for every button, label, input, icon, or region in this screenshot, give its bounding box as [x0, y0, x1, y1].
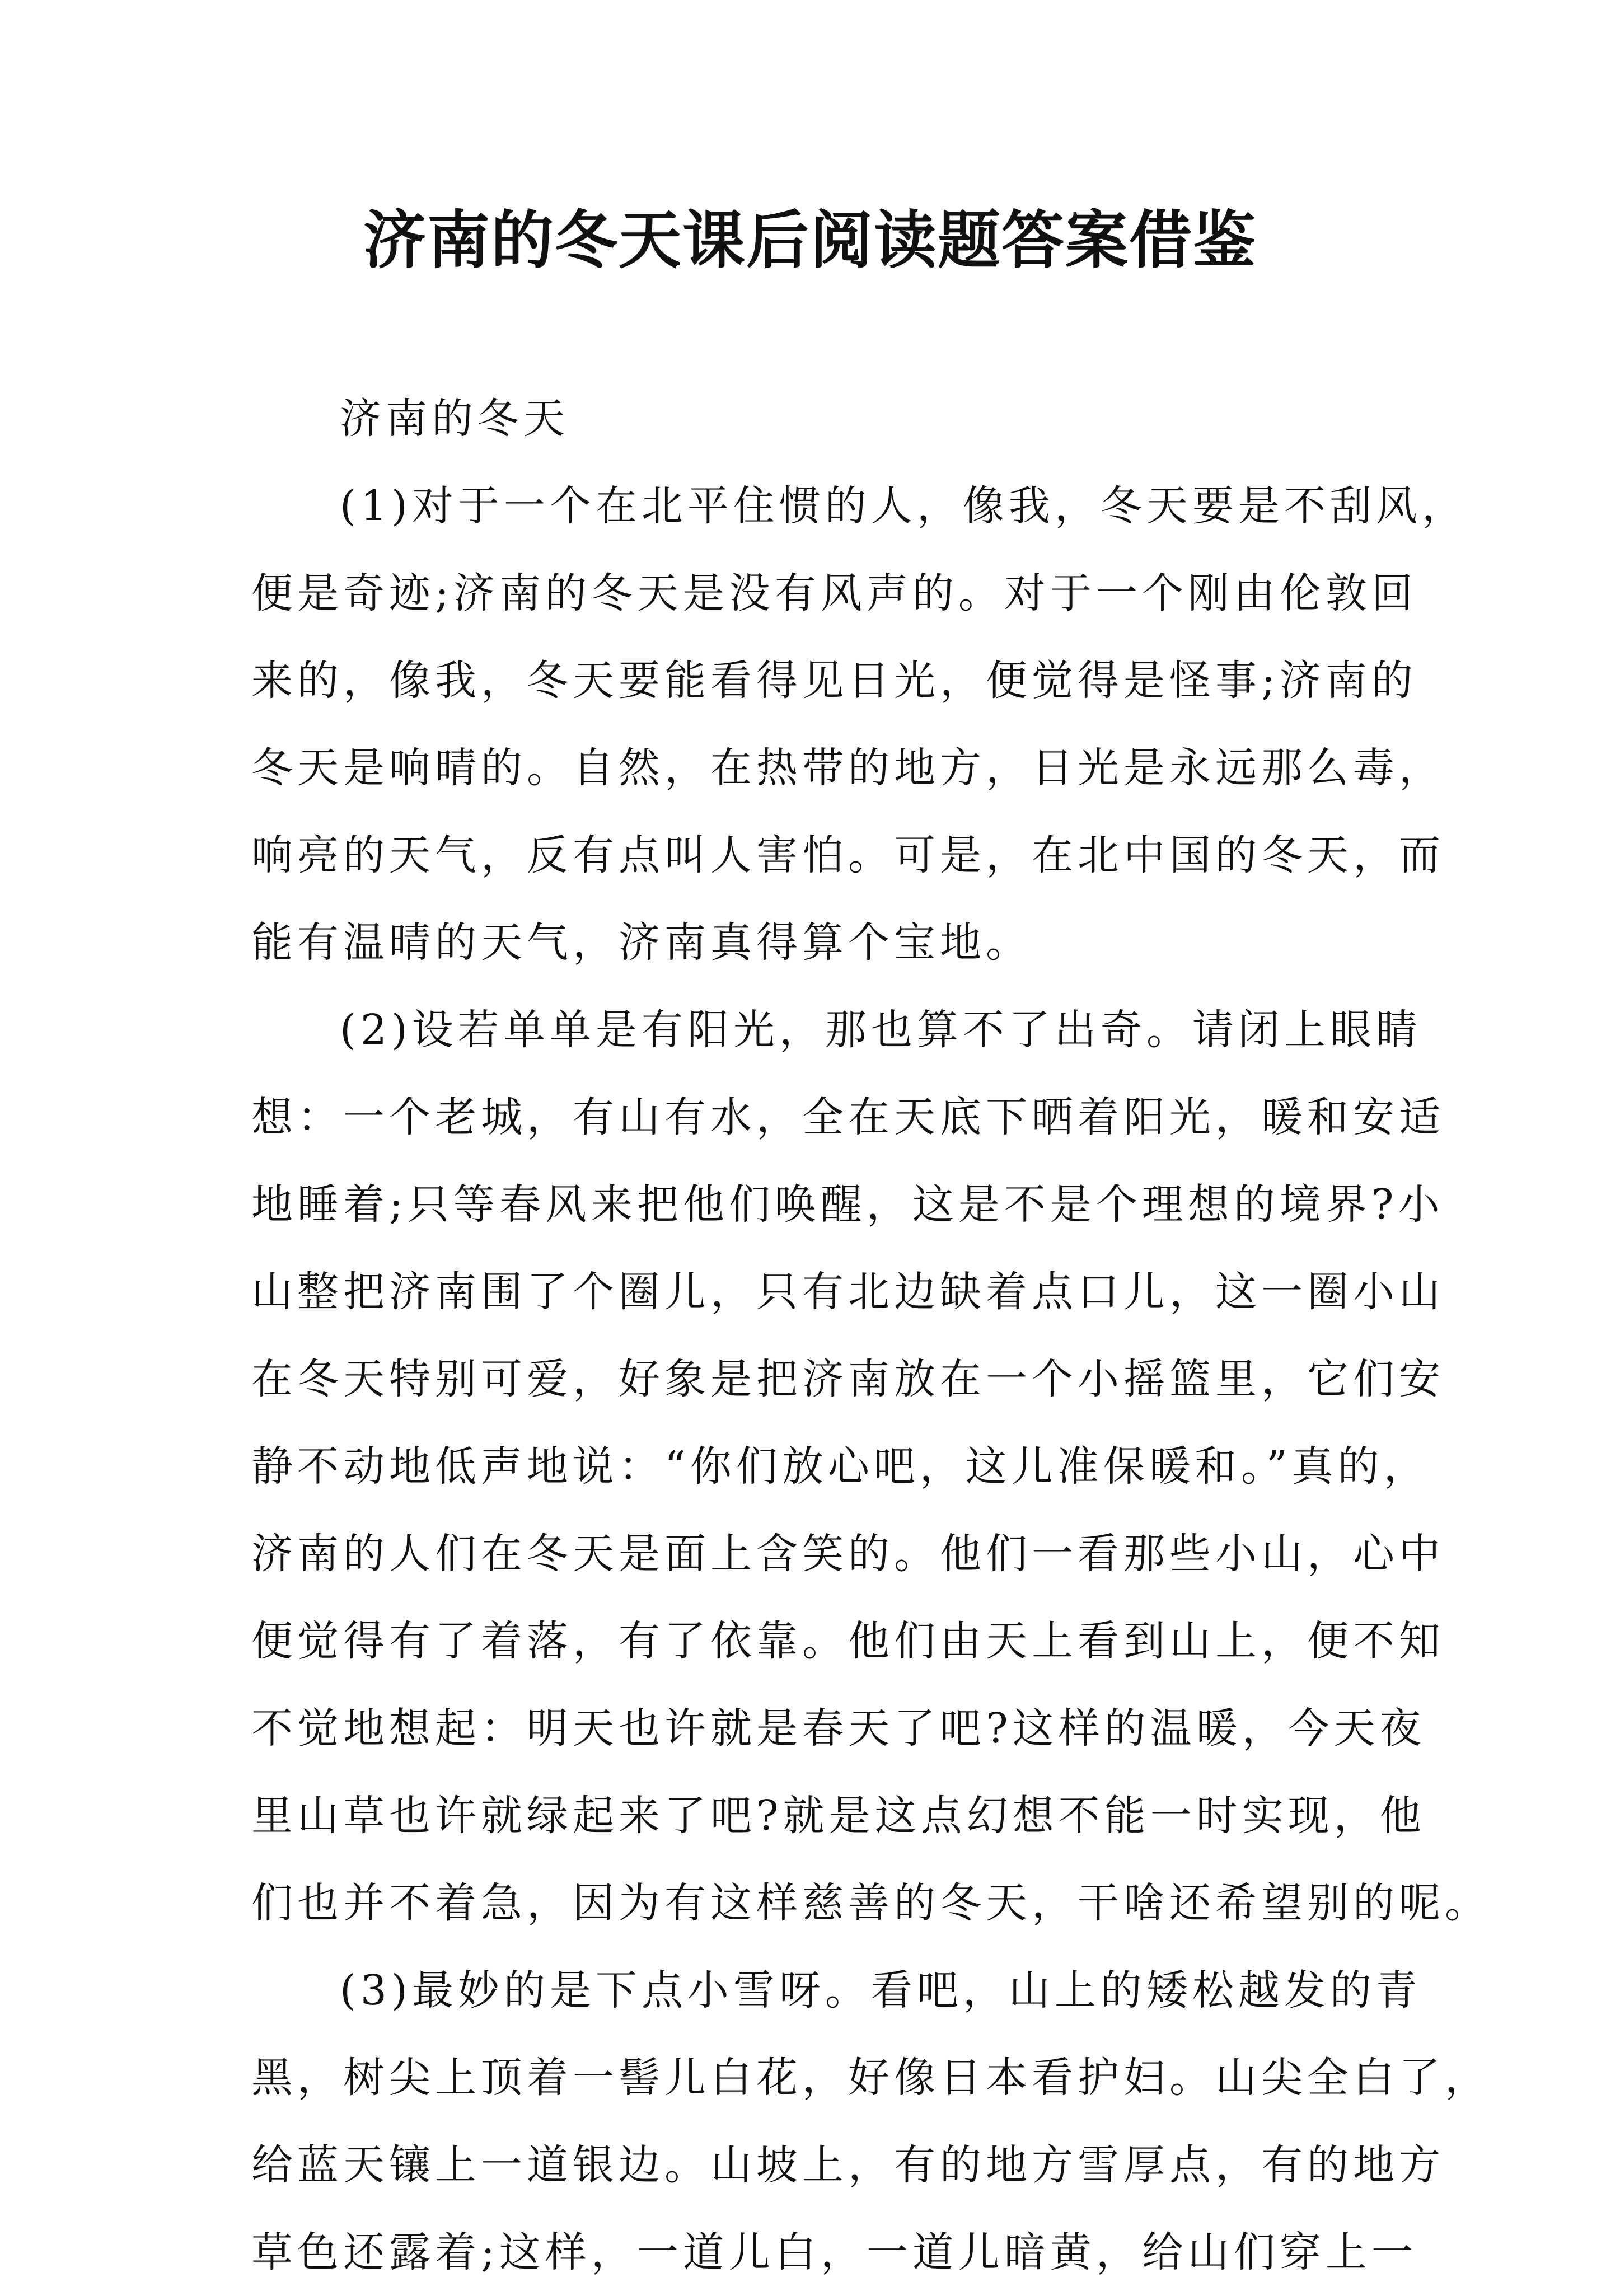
text-line: 济南的人们在冬天是面上含笑的。他们一看那些小山，心中	[251, 1530, 1445, 1578]
text-line: 草色还露着;这样，一道儿白，一道儿暗黄，给山们穿上一	[251, 2228, 1417, 2276]
text-line: (2)设若单单是有阳光，那也算不了出奇。请闭上眼睛	[340, 1006, 1422, 1054]
text-line: 山整把济南围了个圈儿，只有北边缺着点口儿，这一圈小山	[251, 1268, 1445, 1316]
text-line: 能有温晴的天气，济南真得算个宝地。	[251, 919, 1032, 967]
text-line: (1)对于一个在北平住惯的人，像我，冬天要是不刮风，	[340, 482, 1468, 530]
text-line: 便是奇迹;济南的冬天是没有风声的。对于一个刚由伦敦回	[251, 569, 1417, 617]
text-line: 想：一个老城，有山有水，全在天底下晒着阳光，暖和安适	[251, 1093, 1445, 1141]
text-line: 在冬天特别可爱，好象是把济南放在一个小摇篮里，它们安	[251, 1355, 1445, 1403]
document-body	[251, 375, 1491, 2296]
text-line: 冬天是响晴的。自然，在热带的地方，日光是永远那么毒，	[251, 744, 1445, 792]
text-line: 给蓝天镶上一道银边。山坡上，有的地方雪厚点，有的地方	[251, 2141, 1445, 2189]
text-line: 们也并不着急，因为有这样慈善的冬天，干啥还希望别的呢。	[251, 1879, 1491, 1927]
text-line: 响亮的天气，反有点叫人害怕。可是，在北中国的冬天，而	[251, 831, 1445, 879]
text-line: 不觉地想起：明天也许就是春天了吧?这样的温暖，今天夜	[251, 1704, 1426, 1753]
text-line: 济南的冬天	[340, 395, 569, 443]
text-line: (3)最妙的是下点小雪呀。看吧，山上的矮松越发的青	[340, 1966, 1422, 2014]
text-line: 静不动地低声地说：“你们放心吧，这儿准保暖和。”真的，	[251, 1442, 1430, 1491]
document-title: 济南的冬天课后阅读题答案借鉴	[363, 204, 1257, 277]
text-line: 黑，树尖上顶着一髻儿白花，好像日本看护妇。山尖全白了，	[251, 2054, 1491, 2102]
text-line: 便觉得有了着落，有了依靠。他们由天上看到山上，便不知	[251, 1617, 1445, 1665]
text-line: 里山草也许就绿起来了吧?就是这点幻想不能一时实现，他	[251, 1792, 1426, 1840]
text-line: 来的，像我，冬天要能看得见日光，便觉得是怪事;济南的	[251, 657, 1417, 705]
text-line: 地睡着;只等春风来把他们唤醒，这是不是个理想的境界?小	[251, 1180, 1444, 1229]
